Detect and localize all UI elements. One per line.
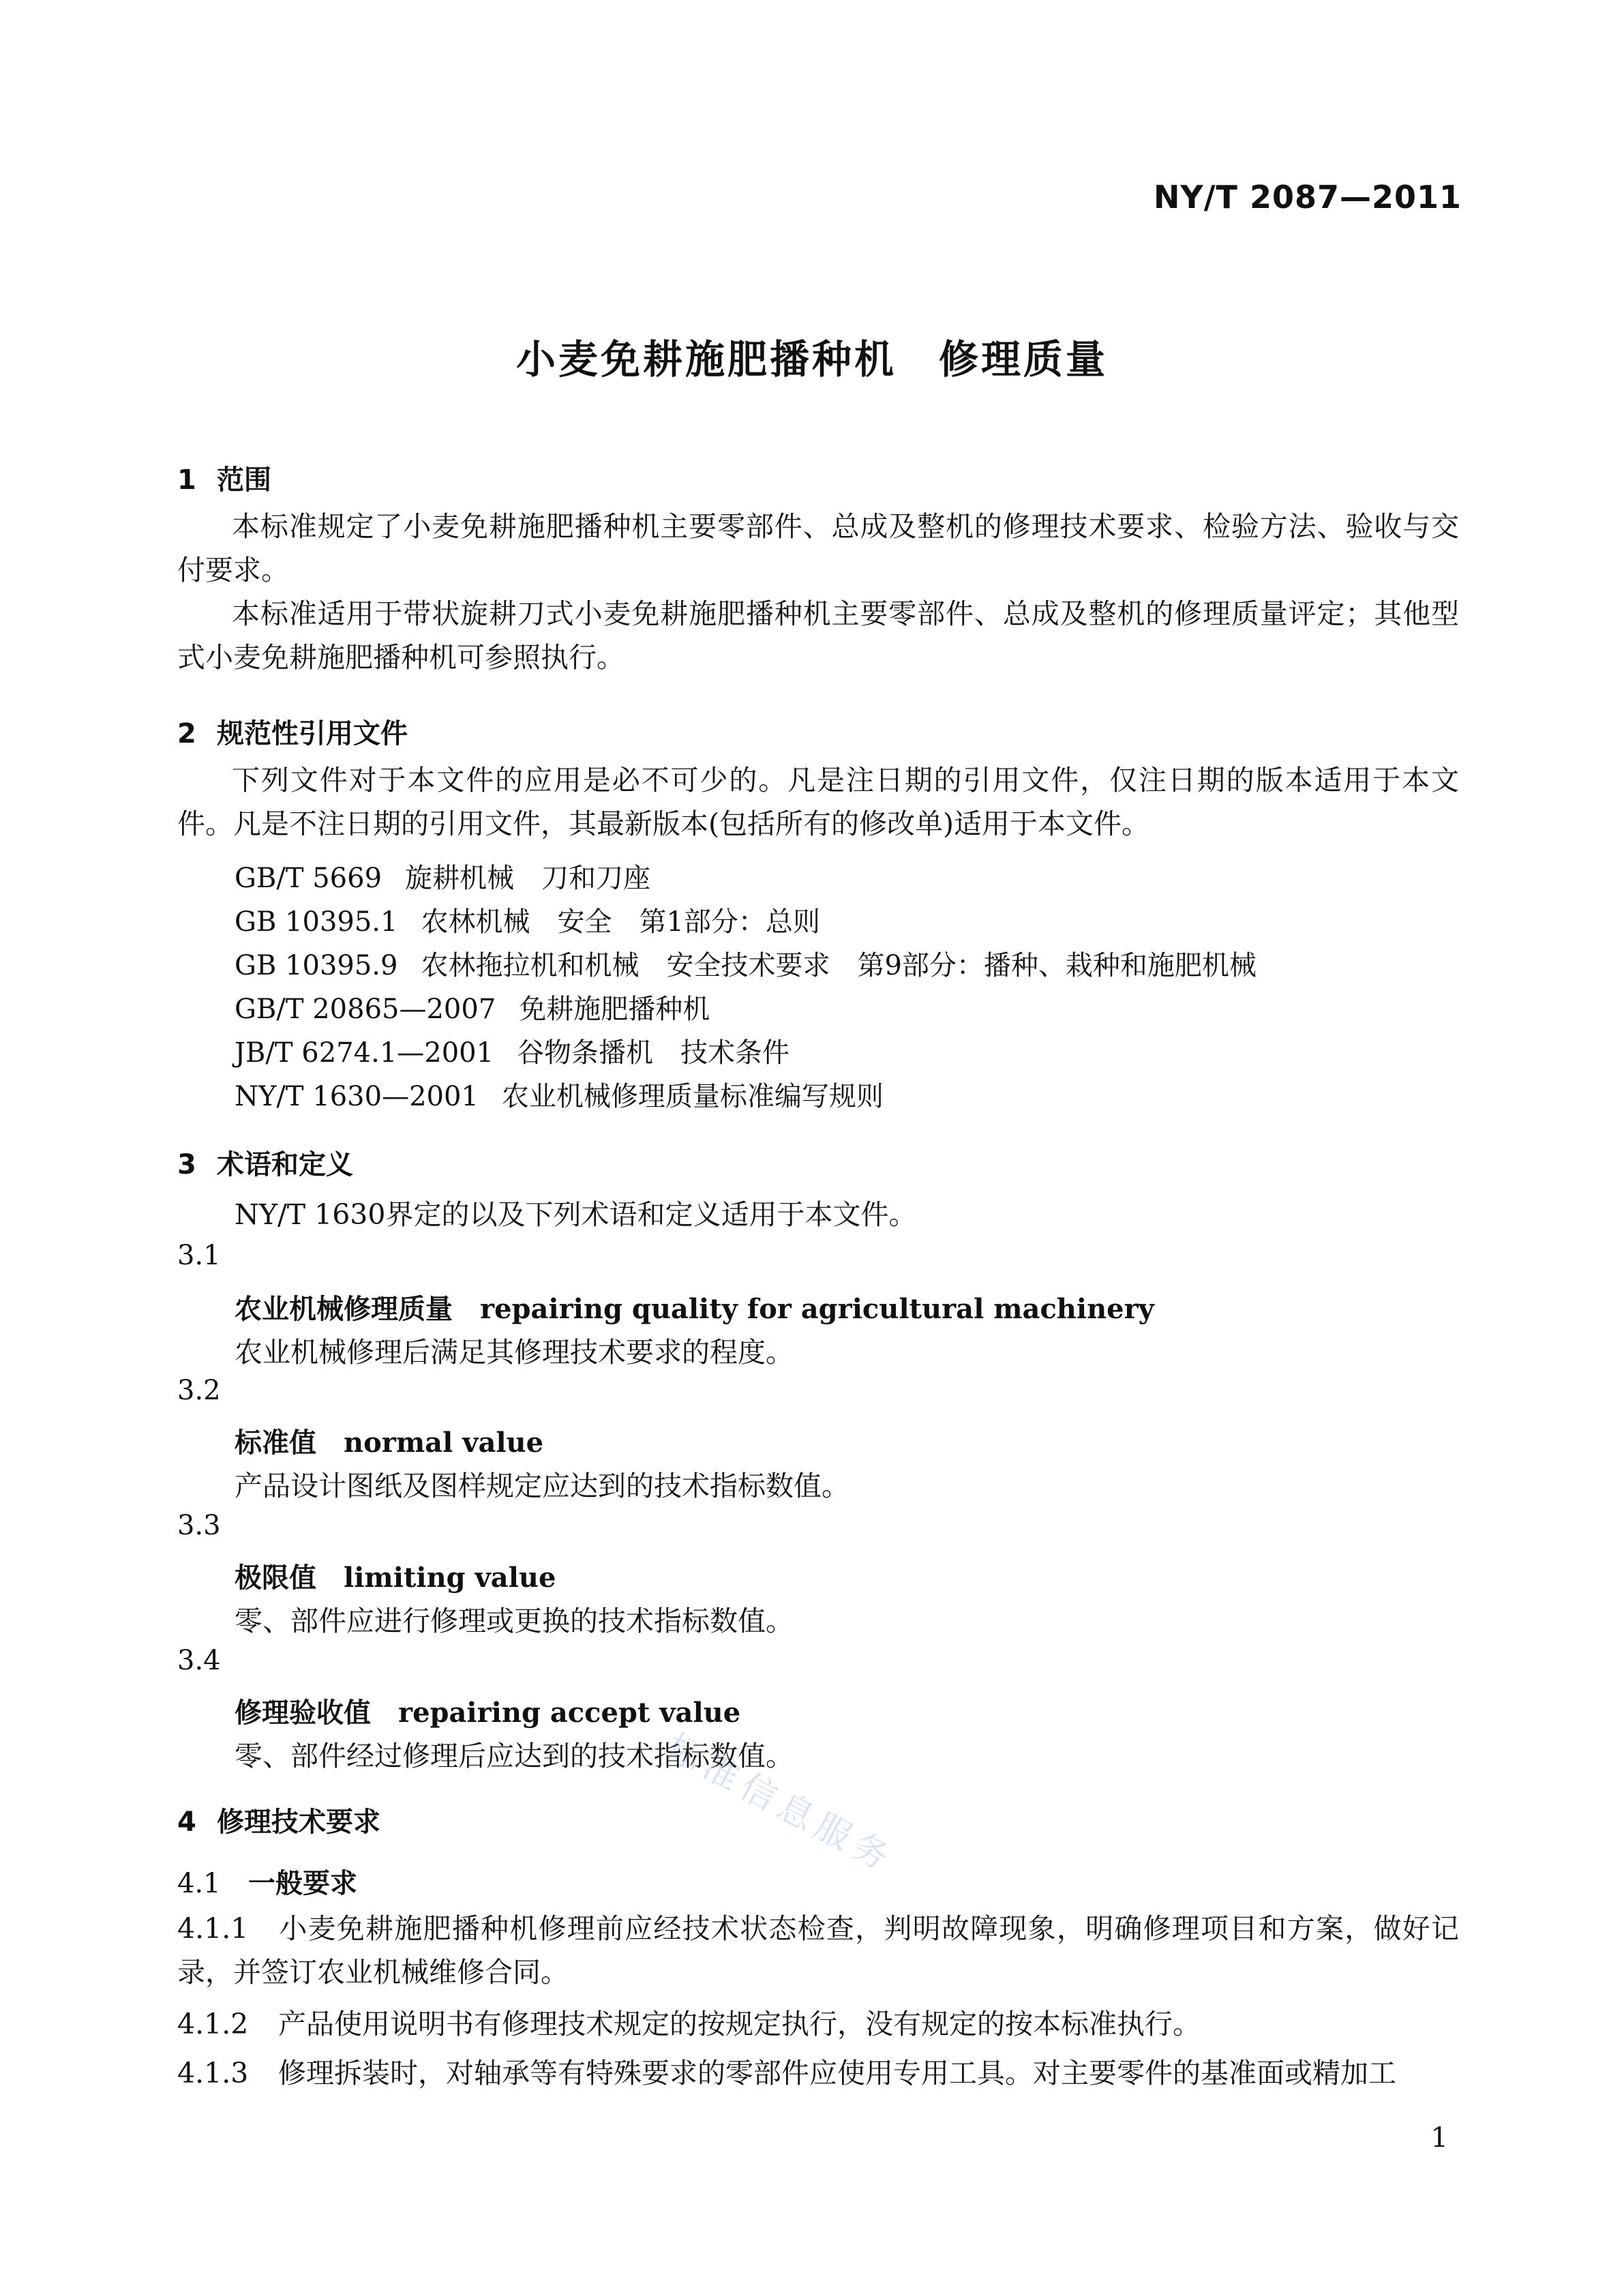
- term-english: normal value: [344, 1427, 544, 1459]
- term-definition: 零、部件应进行修理或更换的技术指标数值。: [235, 1605, 794, 1637]
- term-heading: [235, 1288, 1154, 1326]
- reference-name: 免耕施肥播种机: [519, 994, 710, 1025]
- section-title: 术语和定义: [217, 1149, 353, 1180]
- term-english: repairing accept value: [398, 1697, 741, 1729]
- term-heading: [235, 1421, 543, 1460]
- term-number: 3.4: [177, 1645, 221, 1676]
- reference-code: JB/T 6274.1—2001: [235, 1037, 494, 1069]
- document-title: 小麦免耕施肥播种机 修理质量: [515, 336, 1108, 383]
- reference-item: [235, 857, 650, 895]
- reference-code: GB/T 20865—2007: [235, 994, 496, 1025]
- section-title: 范围: [217, 464, 271, 496]
- page-number: 1: [1430, 2122, 1448, 2154]
- term-number: 3.1: [177, 1240, 221, 1271]
- section-number: 4: [177, 1806, 196, 1838]
- term-definition: 产品设计图纸及图样规定应达到的技术指标数值。: [235, 1470, 849, 1502]
- section-3-paragraph: NY/T 1630界定的以及下列术语和定义适用于本文件。: [235, 1198, 917, 1231]
- term-chinese: 极限值: [235, 1562, 316, 1594]
- term-heading: [235, 1691, 740, 1730]
- term-chinese: 修理验收值: [235, 1697, 371, 1729]
- section-1-heading: [177, 458, 271, 497]
- reference-item: [235, 944, 1257, 983]
- reference-code: GB 10395.1: [235, 906, 398, 938]
- section-number: 1: [177, 464, 196, 496]
- subsection-title: 一般要求: [248, 1868, 357, 1899]
- section-2-paragraph: 下列文件对于本文件的应用是必不可少的。凡是注日期的引用文件，仅注日期的版本适用于本文件。凡是不注日期的引用文件，其最新版本(包括所有的修改单)适用于本文件。: [177, 764, 1459, 840]
- section-number: 3: [177, 1149, 196, 1180]
- term-chinese: 标准值: [235, 1427, 316, 1459]
- term-definition: 零、部件经过修理后应达到的技术指标数值。: [235, 1740, 794, 1772]
- reference-name: 旋耕机械 刀和刀座: [405, 863, 651, 894]
- section-title: 修理技术要求: [217, 1806, 380, 1838]
- term-number: 3.2: [177, 1375, 221, 1406]
- clause-4-1-1: [177, 1907, 1459, 1994]
- clause-4-1-2: [177, 2002, 1459, 2046]
- term-number: 3.3: [177, 1510, 221, 1541]
- term-english: repairing quality for agricultural machinery: [480, 1293, 1154, 1325]
- section-2-heading: [177, 712, 408, 751]
- reference-item: [235, 900, 820, 939]
- watermark: 标准信息服务: [658, 1726, 902, 1882]
- term-heading: [235, 1556, 556, 1595]
- subsection-4-1-heading: [177, 1862, 357, 1901]
- reference-item: [235, 987, 710, 1026]
- term-definition: 农业机械修理后满足其修理技术要求的程度。: [235, 1336, 794, 1369]
- reference-name: 谷物条播机 技术条件: [517, 1037, 790, 1069]
- reference-item: [235, 1075, 884, 1114]
- clause-4-1-3: [177, 2051, 1459, 2095]
- section-title: 规范性引用文件: [217, 718, 408, 749]
- reference-item: [235, 1031, 790, 1070]
- section-1-paragraph-1: 本标准规定了小麦免耕施肥播种机主要零部件、总成及整机的修理技术要求、检验方法、验收与交付要求。: [177, 510, 1459, 586]
- clause-number: 4.1.3: [177, 2057, 249, 2090]
- reference-name: 农林机械 安全 第1部分：总则: [421, 906, 820, 938]
- clause-text: 小麦免耕施肥播种机修理前应经技术状态检查，判明故障现象，明确修理项目和方案，做好记录，并签订农业机械维修合同。: [177, 1912, 1459, 1989]
- section-4-heading: [177, 1800, 380, 1839]
- reference-code: GB/T 5669: [235, 863, 382, 894]
- clause-number: 4.1.2: [177, 2008, 249, 2040]
- section-1-paragraph-2: 本标准适用于带状旋耕刀式小麦免耕施肥播种机主要零部件、总成及整机的修理质量评定；其他型式小麦免耕施肥播种机可参照执行。: [177, 597, 1459, 674]
- reference-code: NY/T 1630—2001: [235, 1081, 479, 1112]
- term-chinese: 农业机械修理质量: [235, 1294, 453, 1325]
- subsection-number: 4.1: [177, 1868, 221, 1899]
- section-number: 2: [177, 718, 196, 749]
- standard-number: NY/T 2087—2011: [1153, 179, 1462, 215]
- clause-number: 4.1.1: [177, 1912, 249, 1945]
- section-3-heading: [177, 1143, 353, 1182]
- reference-name: 农林拖拉机和机械 安全技术要求 第9部分：播种、栽种和施肥机械: [421, 950, 1257, 981]
- reference-name: 农业机械修理质量标准编写规则: [501, 1081, 884, 1112]
- clause-text: 产品使用说明书有修理技术规定的按规定执行，没有规定的按本标准执行。: [278, 2008, 1201, 2040]
- reference-code: GB 10395.9: [235, 950, 398, 981]
- term-english: limiting value: [344, 1562, 556, 1594]
- clause-text: 修理拆装时，对轴承等有特殊要求的零部件应使用专用工具。对主要零件的基准面或精加工: [278, 2057, 1396, 2090]
